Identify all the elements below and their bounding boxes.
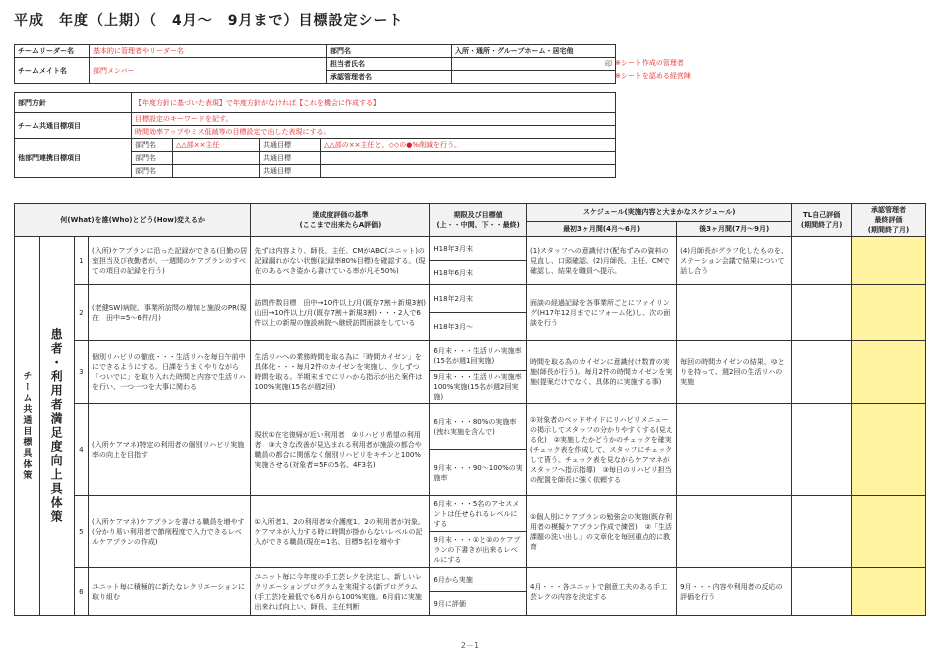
row-final-eval[interactable] xyxy=(851,568,925,616)
row-first[interactable]: ①対象者のベッドサイドにリハビリメニューの掲示してスタッフの分かりやすくする(見える化) ②実施したかどうかのチェックを確実(チェック表を作成して、スタッフにチェックして貰う。チェック表を見ながらケアマネがスタッフへ指示指導) ③毎日のリハビリ担当の配置を師長に強く依頼する xyxy=(527,404,677,496)
col-second: 後3ヶ月間(7月～9月) xyxy=(677,221,792,236)
row-final-eval[interactable] xyxy=(851,496,925,568)
row-tl-eval[interactable] xyxy=(792,496,852,568)
row-criteria[interactable]: 生活リハへの業務時間を取る為に「時間カイゼン」を具体化・・・毎月2件のカイゼンを実施し、少しずつ時間を取る。半期末までにリハから指示が出た案件は100%実施(15名が週2回) xyxy=(251,341,430,404)
side-inner-label: 患者・利用者満足度向上具体策 xyxy=(39,237,74,616)
col-criteria-sub: (ここまで出来たらA評価) xyxy=(299,221,382,229)
approver-value[interactable] xyxy=(452,71,616,84)
policy-table xyxy=(14,92,616,178)
header-table xyxy=(14,44,616,84)
row-second[interactable]: 毎回の時間カイゼンの結果、ゆとりを持って、週2回の生活リハの実施 xyxy=(677,341,792,404)
row-second[interactable]: (4)月師長がグラフ化したものを、ステーション会議で結果について話し合う xyxy=(677,237,792,285)
row-first[interactable]: (1)スタッフへの意識付け(配布ずみの資料の見直し、口頭確認。(2)月師長、主任、CMで確認し、結果を職員へ提示。 xyxy=(527,237,677,285)
manager-label: 担当者氏名 xyxy=(327,58,452,71)
side-outer-label: チーム共通目標具体策 xyxy=(15,237,40,616)
leader-label: チームリーダー名 xyxy=(15,45,90,58)
col-final xyxy=(851,204,925,237)
row-what[interactable]: (入所ケアマネ)ケアプランを書ける職員を増やす(分かり易い利用者で節削程度で入力できるレベルケアプランの作成) xyxy=(89,496,251,568)
row-what[interactable]: (入所ケアマネ)特定の利用者の個別リハビリ実施率の向上を目指す xyxy=(89,404,251,496)
team-goal-text-1[interactable]: 目標設定のキーワードを記す。 xyxy=(132,113,616,126)
row-number: 1 xyxy=(74,237,88,285)
row-first[interactable]: 時間を取る為のカイゼンに意識付け数育の実施(師長が行う)。毎月2件の時間カイゼンを実施(提案だけでなく、具体的に実施する事) xyxy=(527,341,677,404)
row-deadline-final[interactable]: 9月末・・・生活リハ実施率100%実施(15名が週2回実施) xyxy=(430,371,527,404)
row-what[interactable]: 個別リハビリの徹底・・・生活リハを毎日午前中にできるようにする。日課をうまくやりながら「ついでに」を取り入れた時間と内容で生活リハを行い、一つ一つを大事に関わる xyxy=(89,341,251,404)
row-tl-eval[interactable] xyxy=(792,568,852,616)
link-goal-label: 共通目標 xyxy=(260,152,321,165)
row-what[interactable]: (入所)ケアプランに沿った記録ができる(日勤の居室担当及び夜勤者が、一週間のケアプランのすべての項目の記録を行う) xyxy=(89,237,251,285)
dept-label: 部門名 xyxy=(327,45,452,58)
col-schedule: スケジュール(実施内容と大まかなスケジュール) xyxy=(527,204,792,222)
row-criteria[interactable]: 現状①在宅復帰が近い利用者 ②リハビリ希望の利用者 ③大きな改善が見込まれる利用者が施設の都合や職員の都合に関係なく個別リハビリをキチンと100%実施させる(対象者=5Fの5名、4F3名) xyxy=(251,404,430,496)
link-goal-value[interactable] xyxy=(321,152,616,165)
seal-mark: 印 xyxy=(605,60,612,68)
approver-note: ※シートを認める経営陣 xyxy=(615,72,691,80)
link-dept-label: 部門名 xyxy=(132,165,173,178)
col-deadline-sub: (上・・中間、下・・最終) xyxy=(436,221,520,229)
row-final-eval[interactable] xyxy=(851,341,925,404)
row-number: 2 xyxy=(74,285,88,341)
col-final-sub2: (期間終了月) xyxy=(867,226,910,234)
row-deadline-mid[interactable]: H18年2月末 xyxy=(430,285,527,313)
col-final-sub: 最終評価 xyxy=(874,216,903,224)
col-final-title: 承認管理者 xyxy=(870,206,906,214)
manager-note: ※シート作成の管理者 xyxy=(615,59,684,67)
col-first: 最初3ヶ月間(4月～6月) xyxy=(527,221,677,236)
row-final-eval[interactable] xyxy=(851,237,925,285)
row-second[interactable] xyxy=(677,285,792,341)
row-deadline-mid[interactable]: 6月末・・・5名のアセスメントは任せられるレベルにする xyxy=(430,496,527,532)
other-dept-label: 他部門連携目標項目 xyxy=(15,139,132,178)
member-label: チームメイト名 xyxy=(15,58,90,84)
dept-policy-label: 部門方針 xyxy=(15,93,132,113)
row-deadline-mid[interactable]: 6月から実施 xyxy=(430,568,527,592)
row-second[interactable] xyxy=(677,404,792,496)
col-what: 何(What)を誰(Who)とどう(How)変えるか xyxy=(15,204,251,237)
link-goal-value[interactable]: △△部の××主任と、◇◇の●%削減を行う。 xyxy=(321,139,616,152)
member-value[interactable]: 部門メンバー xyxy=(90,58,327,84)
col-deadline-title: 期限及び目標値 xyxy=(453,211,503,219)
row-deadline-mid[interactable]: H18年3月末 xyxy=(430,237,527,261)
manager-value[interactable] xyxy=(452,58,616,71)
col-deadline xyxy=(430,204,527,237)
col-tl-title: TL自己評価 xyxy=(802,211,841,219)
link-goal-value[interactable] xyxy=(321,165,616,178)
col-tl xyxy=(792,204,852,237)
link-dept-label: 部門名 xyxy=(132,139,173,152)
dept-value[interactable]: 入所・通所・グループホーム・居宅他 xyxy=(452,45,616,58)
row-final-eval[interactable] xyxy=(851,285,925,341)
dept-policy-text[interactable]: 【年度方針に基づいた表現】で年度方針がなければ【これを機会に作成する】 xyxy=(132,93,616,113)
link-goal-label: 共通目標 xyxy=(260,139,321,152)
row-second[interactable]: 9月・・・内容や利用者の反応の評価を行う xyxy=(677,568,792,616)
row-deadline-final[interactable]: 9月末・・・90〜100%の実施率 xyxy=(430,450,527,496)
col-tl-sub: (期間終了月) xyxy=(800,221,843,229)
row-criteria[interactable]: ①入所者1、2の利用者②介護度1、2の利用者が対象。ケアマネが入力する時に時間が掛からないレベルの記入ができる職員(現在=1名、目標5名)を増やす xyxy=(251,496,430,568)
row-number: 3 xyxy=(74,341,88,404)
row-deadline-final[interactable]: 9月末・・・①と②のケアプランの下書きが出来るレベルにする xyxy=(430,532,527,568)
link-dept-value[interactable]: △△部××主任 xyxy=(173,139,260,152)
row-what[interactable]: (老健SW)病院、事業所訪問の増加と施設のPR(現在 田中=5〜6件/月) xyxy=(89,285,251,341)
row-tl-eval[interactable] xyxy=(792,404,852,496)
row-final-eval[interactable] xyxy=(851,404,925,496)
row-criteria[interactable]: 訪問件数目標 田中→10件以上/月(既存7割＋新規3割) 山田→10件以上/月(既存7割＋新規3割)・・・2人で6件以上の新規の施設病院へ継続訪問面談をしている xyxy=(251,285,430,341)
row-criteria[interactable]: ユニット毎に今年度の手工芸レクを決定し、新しいレクリエーションプログラムを実現する(新プログラム(手工芸)を最低でも6月から100%実施。6月前に実施出来れば向上い、師長、主任判断 xyxy=(251,568,430,616)
col-criteria xyxy=(251,204,430,237)
row-tl-eval[interactable] xyxy=(792,341,852,404)
row-number: 4 xyxy=(74,404,88,496)
page-number: 2－1 xyxy=(460,641,480,650)
row-second[interactable] xyxy=(677,496,792,568)
col-criteria-title: 達成度評価の基準 xyxy=(312,211,369,219)
row-number: 6 xyxy=(74,568,88,616)
row-what[interactable]: ユニット毎に積極的に新たなレクリエーションに取り組む xyxy=(89,568,251,616)
page-title: 平成 年度（上期）（ 4月～ 9月まで）目標設定シート xyxy=(14,13,404,29)
row-deadline-mid[interactable]: 6月末・・・80%の実施率(洩れ実施を含んで) xyxy=(430,404,527,450)
row-deadline-final[interactable]: 9月に評価 xyxy=(430,592,527,616)
link-dept-value[interactable] xyxy=(173,152,260,165)
team-goal-label: チーム共通目標項目 xyxy=(15,113,132,139)
row-deadline-final[interactable]: H18年3月〜 xyxy=(430,313,527,341)
link-goal-label: 共通目標 xyxy=(260,165,321,178)
goal-table xyxy=(14,203,926,616)
row-criteria[interactable]: 先ずは内容より、師長、主任、CMがABC(ユニット)の記録漏れがない状態(記録率80%目標)を確認する。(現在のあるべき姿から書けている率が凡そ50%) xyxy=(251,237,430,285)
row-first[interactable]: ①個人別にケアプランの勉強会の実施(既存利用者の模擬ケアプラン作成で練習) ②「生活課題の洗い出し」の文章化を毎回重点的に教育 xyxy=(527,496,677,568)
row-tl-eval[interactable] xyxy=(792,285,852,341)
row-first[interactable]: 4月・・・各ユニットで創意工夫のある手工芸レクの内容を決定する xyxy=(527,568,677,616)
link-dept-value[interactable] xyxy=(173,165,260,178)
approver-label: 承認管理者名 xyxy=(327,71,452,84)
row-deadline-mid[interactable]: 6月末・・・生活リハ実施率(15名が週1回実施) xyxy=(430,341,527,371)
row-tl-eval[interactable] xyxy=(792,237,852,285)
row-number: 5 xyxy=(74,496,88,568)
row-deadline-final[interactable]: H18年6月末 xyxy=(430,261,527,285)
link-dept-label: 部門名 xyxy=(132,152,173,165)
row-first[interactable]: 面談の経過記録を各事業所ごとにファイリング(H17年12月までにフォーム化)し、次の面談を行う xyxy=(527,285,677,341)
leader-value[interactable]: 基本的に管理者やリーダー名 xyxy=(90,45,327,58)
team-goal-text-2[interactable]: 時間効率アップやミス低減等の目標設定で出した表現にする。 xyxy=(132,126,616,139)
